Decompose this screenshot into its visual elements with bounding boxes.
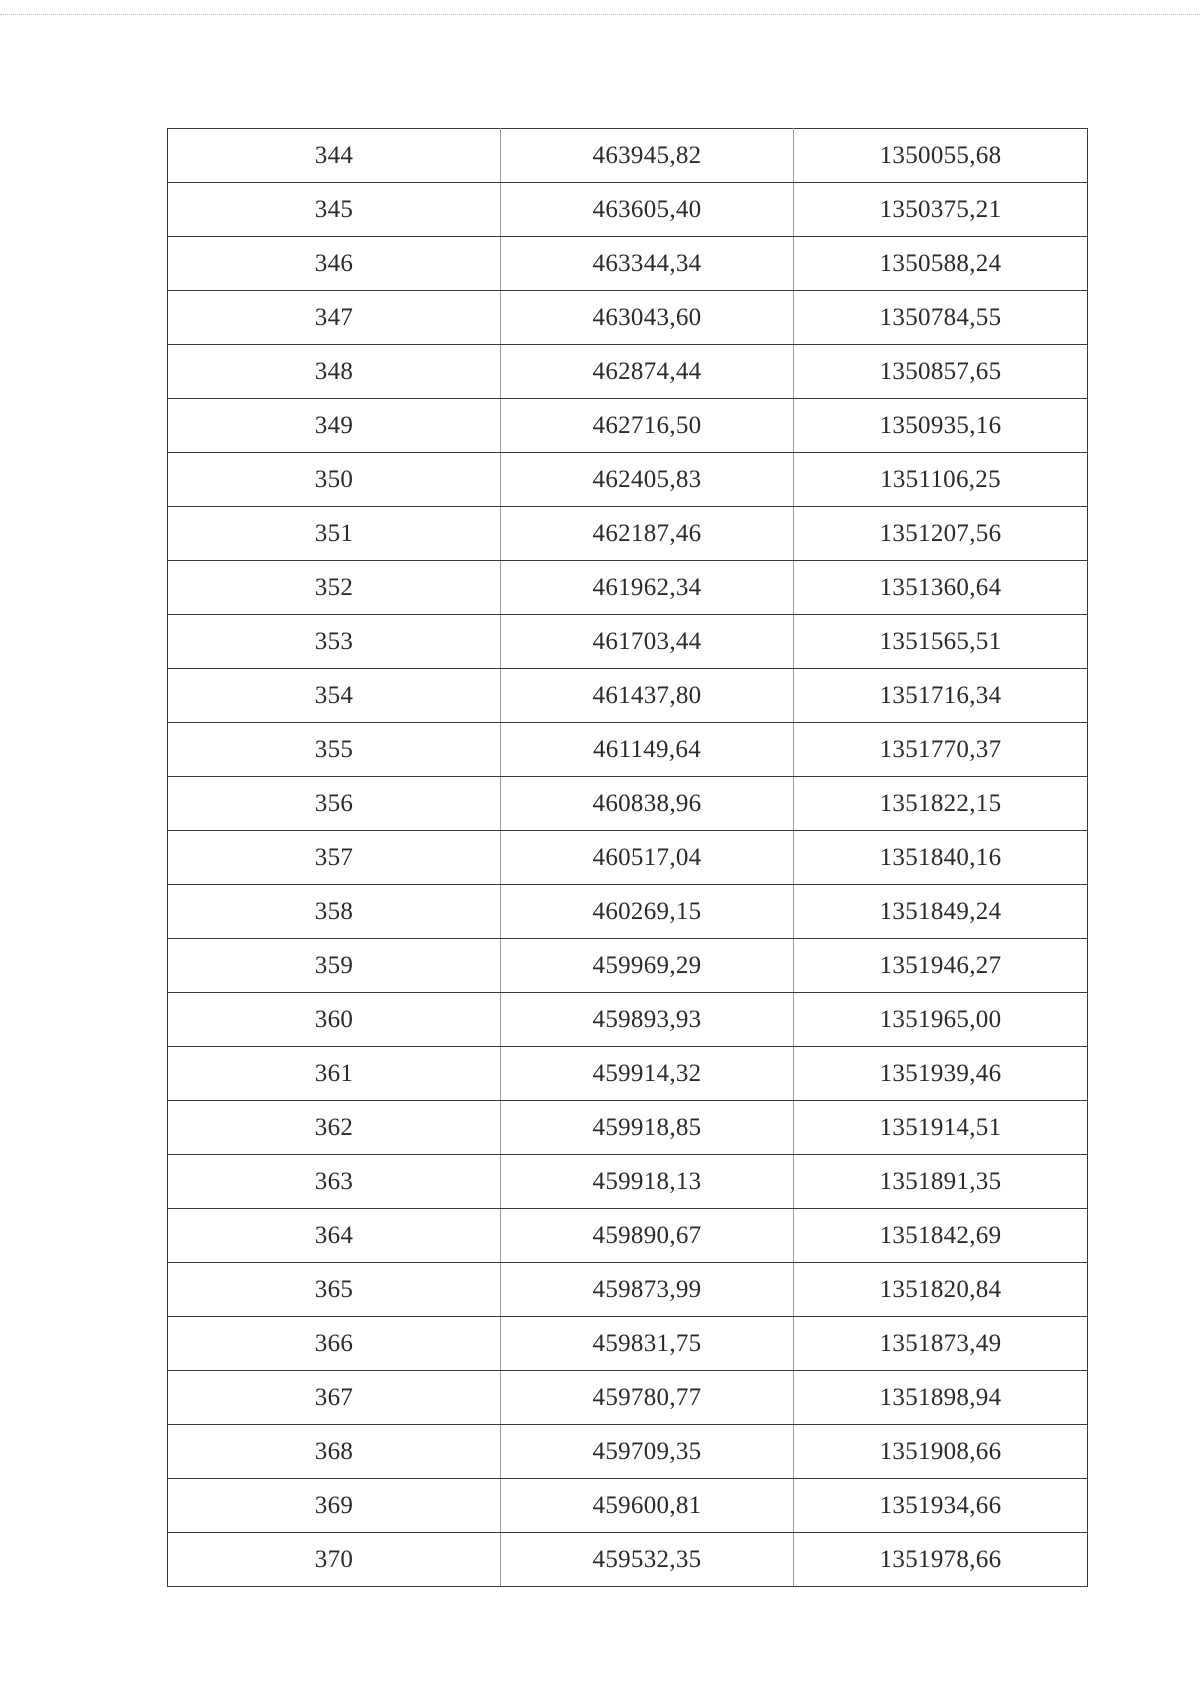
table-row <box>168 1425 1088 1479</box>
table-row <box>168 1263 1088 1317</box>
y-coordinate-cell: 1351965,00 <box>794 993 1088 1047</box>
x-coordinate-cell: 460517,04 <box>501 831 794 885</box>
x-coordinate-cell: 462187,46 <box>501 507 794 561</box>
table-row <box>168 777 1088 831</box>
y-coordinate-cell: 1351908,66 <box>794 1425 1088 1479</box>
y-coordinate-cell: 1351891,35 <box>794 1155 1088 1209</box>
x-coordinate-cell: 459709,35 <box>501 1425 794 1479</box>
point-number-cell: 347 <box>168 291 501 345</box>
table-row <box>168 345 1088 399</box>
point-number-cell: 361 <box>168 1047 501 1101</box>
y-coordinate-cell: 1351822,15 <box>794 777 1088 831</box>
y-coordinate-cell: 1350375,21 <box>794 183 1088 237</box>
table-row <box>168 1101 1088 1155</box>
table-row <box>168 1371 1088 1425</box>
y-coordinate-cell: 1351849,24 <box>794 885 1088 939</box>
y-coordinate-cell: 1350935,16 <box>794 399 1088 453</box>
x-coordinate-cell: 459780,77 <box>501 1371 794 1425</box>
x-coordinate-cell: 459890,67 <box>501 1209 794 1263</box>
y-coordinate-cell: 1351946,27 <box>794 939 1088 993</box>
y-coordinate-cell: 1350784,55 <box>794 291 1088 345</box>
x-coordinate-cell: 460269,15 <box>501 885 794 939</box>
y-coordinate-cell: 1351842,69 <box>794 1209 1088 1263</box>
x-coordinate-cell: 461962,34 <box>501 561 794 615</box>
y-coordinate-cell: 1351820,84 <box>794 1263 1088 1317</box>
y-coordinate-cell: 1351106,25 <box>794 453 1088 507</box>
table-row <box>168 1317 1088 1371</box>
x-coordinate-cell: 459914,32 <box>501 1047 794 1101</box>
x-coordinate-cell: 459918,13 <box>501 1155 794 1209</box>
table-row <box>168 1533 1088 1587</box>
table-row <box>168 507 1088 561</box>
y-coordinate-cell: 1351840,16 <box>794 831 1088 885</box>
table-row <box>168 993 1088 1047</box>
table-row <box>168 1047 1088 1101</box>
point-number-cell: 369 <box>168 1479 501 1533</box>
point-number-cell: 355 <box>168 723 501 777</box>
table-row <box>168 291 1088 345</box>
x-coordinate-cell: 459831,75 <box>501 1317 794 1371</box>
x-coordinate-cell: 459600,81 <box>501 1479 794 1533</box>
y-coordinate-cell: 1351914,51 <box>794 1101 1088 1155</box>
y-coordinate-cell: 1351360,64 <box>794 561 1088 615</box>
point-number-cell: 351 <box>168 507 501 561</box>
point-number-cell: 346 <box>168 237 501 291</box>
table-row <box>168 399 1088 453</box>
point-number-cell: 349 <box>168 399 501 453</box>
point-number-cell: 348 <box>168 345 501 399</box>
y-coordinate-cell: 1351565,51 <box>794 615 1088 669</box>
x-coordinate-cell: 462405,83 <box>501 453 794 507</box>
point-number-cell: 344 <box>168 129 501 183</box>
point-number-cell: 345 <box>168 183 501 237</box>
point-number-cell: 357 <box>168 831 501 885</box>
table-row <box>168 453 1088 507</box>
point-number-cell: 354 <box>168 669 501 723</box>
x-coordinate-cell: 462716,50 <box>501 399 794 453</box>
table-row <box>168 831 1088 885</box>
point-number-cell: 352 <box>168 561 501 615</box>
x-coordinate-cell: 463344,34 <box>501 237 794 291</box>
y-coordinate-cell: 1351939,46 <box>794 1047 1088 1101</box>
scan-edge-line <box>0 14 1200 15</box>
table-row <box>168 237 1088 291</box>
y-coordinate-cell: 1350857,65 <box>794 345 1088 399</box>
point-number-cell: 364 <box>168 1209 501 1263</box>
y-coordinate-cell: 1351898,94 <box>794 1371 1088 1425</box>
x-coordinate-cell: 460838,96 <box>501 777 794 831</box>
x-coordinate-cell: 459532,35 <box>501 1533 794 1587</box>
point-number-cell: 366 <box>168 1317 501 1371</box>
point-number-cell: 350 <box>168 453 501 507</box>
table-row <box>168 615 1088 669</box>
x-coordinate-cell: 461437,80 <box>501 669 794 723</box>
table-row <box>168 561 1088 615</box>
x-coordinate-cell: 459893,93 <box>501 993 794 1047</box>
point-number-cell: 365 <box>168 1263 501 1317</box>
x-coordinate-cell: 461703,44 <box>501 615 794 669</box>
x-coordinate-cell: 463043,60 <box>501 291 794 345</box>
y-coordinate-cell: 1350055,68 <box>794 129 1088 183</box>
point-number-cell: 362 <box>168 1101 501 1155</box>
x-coordinate-cell: 462874,44 <box>501 345 794 399</box>
coordinates-table-body <box>168 129 1088 1587</box>
y-coordinate-cell: 1351207,56 <box>794 507 1088 561</box>
x-coordinate-cell: 463945,82 <box>501 129 794 183</box>
x-coordinate-cell: 461149,64 <box>501 723 794 777</box>
table-row <box>168 669 1088 723</box>
point-number-cell: 358 <box>168 885 501 939</box>
table-row <box>168 885 1088 939</box>
point-number-cell: 356 <box>168 777 501 831</box>
table-row <box>168 939 1088 993</box>
x-coordinate-cell: 459918,85 <box>501 1101 794 1155</box>
table-row <box>168 129 1088 183</box>
point-number-cell: 359 <box>168 939 501 993</box>
x-coordinate-cell: 459873,99 <box>501 1263 794 1317</box>
y-coordinate-cell: 1351934,66 <box>794 1479 1088 1533</box>
y-coordinate-cell: 1351978,66 <box>794 1533 1088 1587</box>
table-row <box>168 1479 1088 1533</box>
point-number-cell: 367 <box>168 1371 501 1425</box>
x-coordinate-cell: 459969,29 <box>501 939 794 993</box>
point-number-cell: 353 <box>168 615 501 669</box>
table-row <box>168 723 1088 777</box>
table-row <box>168 1209 1088 1263</box>
y-coordinate-cell: 1350588,24 <box>794 237 1088 291</box>
point-number-cell: 368 <box>168 1425 501 1479</box>
y-coordinate-cell: 1351716,34 <box>794 669 1088 723</box>
point-number-cell: 363 <box>168 1155 501 1209</box>
y-coordinate-cell: 1351873,49 <box>794 1317 1088 1371</box>
x-coordinate-cell: 463605,40 <box>501 183 794 237</box>
coordinates-table <box>167 128 1088 1587</box>
point-number-cell: 370 <box>168 1533 501 1587</box>
y-coordinate-cell: 1351770,37 <box>794 723 1088 777</box>
table-row <box>168 183 1088 237</box>
point-number-cell: 360 <box>168 993 501 1047</box>
table-row <box>168 1155 1088 1209</box>
